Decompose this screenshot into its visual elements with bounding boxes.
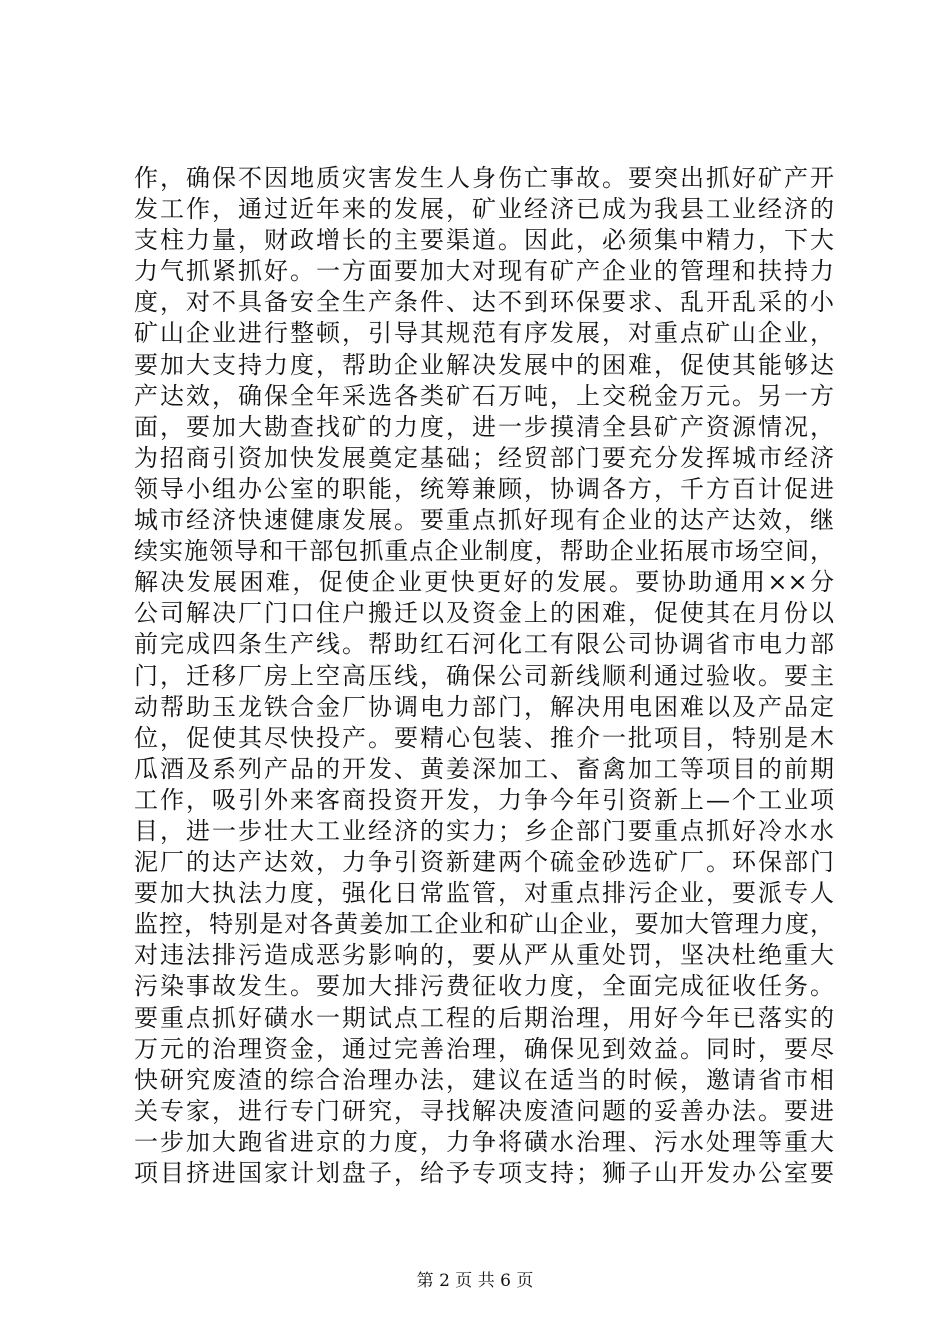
text-line: 力气抓紧抓好。一方面要加大对现有矿产企业的管理和扶持力	[134, 257, 834, 286]
text-line: 动帮助玉龙铁合金厂协调电力部门，解决用电困难以及产品定	[134, 692, 834, 721]
text-line: 项目挤进国家计划盘子，给予专项支持；狮子山开发办公室要	[134, 1159, 834, 1187]
text-line: 前完成四条生产线。帮助红石河化工有限公司协调省市电力部	[134, 630, 834, 659]
text-line: 矿山企业进行整顿，引导其规范有序发展，对重点矿山企业，	[134, 319, 834, 348]
text-line: 产达效，确保全年采选各类矿石万吨，上交税金万元。另一方	[134, 381, 834, 410]
text-line: 解决发展困难，促使企业更快更好的发展。要协助通用××分	[134, 568, 834, 597]
text-line: 续实施领导和干部包抓重点企业制度，帮助企业拓展市场空间，	[134, 537, 834, 566]
text-line: 万元的治理资金，通过完善治理，确保见到效益。同时，要尽	[134, 1034, 834, 1063]
text-line: 城市经济快速健康发展。要重点抓好现有企业的达产达效，继	[134, 506, 834, 535]
text-line: 支柱力量，财政增长的主要渠道。因此，必须集中精力，下大	[134, 226, 834, 255]
text-line: 对违法排污造成恶劣影响的，要从严从重处罚，坚决杜绝重大	[134, 941, 834, 970]
text-line: 快研究废渣的综合治理办法，建议在适当的时候，邀请省市相	[134, 1065, 834, 1094]
page-number-footer: 第 2 页 共 6 页	[416, 1271, 534, 1291]
text-line: 瓜酒及系列产品的开发、黄姜深加工、畜禽加工等项目的前期	[134, 754, 834, 783]
text-line: 位，促使其尽快投产。要精心包装、推介一批项目，特别是木	[134, 723, 834, 752]
text-line: 要加大支持力度，帮助企业解决发展中的困难，促使其能够达	[134, 350, 834, 379]
text-line: 污染事故发生。要加大排污费征收力度，全面完成征收任务。	[134, 972, 834, 1001]
text-line: 作，确保不因地质灾害发生人身伤亡事故。要突出抓好矿产开	[134, 164, 834, 192]
text-line: 关专家，进行专门研究，寻找解决废渣问题的妥善办法。要进	[134, 1096, 834, 1125]
text-line: 目，进一步壮大工业经济的实力；乡企部门要重点抓好冷水水	[134, 816, 834, 845]
text-line: 工作，吸引外来客商投资开发，力争今年引资新上—个工业项	[134, 785, 834, 814]
text-line: 度，对不具备安全生产条件、达不到环保要求、乱开乱采的小	[134, 288, 834, 317]
body-text	[134, 163, 834, 1189]
text-line: 发工作，通过近年来的发展，矿业经济已成为我县工业经济的	[134, 195, 834, 224]
text-line: 要重点抓好磺水一期试点工程的后期治理，用好今年已落实的	[134, 1003, 834, 1032]
text-line: 一步加大跑省进京的力度，力争将磺水治理、污水处理等重大	[134, 1127, 834, 1156]
text-line: 为招商引资加快发展奠定基础；经贸部门要充分发挥城市经济	[134, 443, 834, 472]
text-line: 监控，特别是对各黄姜加工企业和矿山企业，要加大管理力度，	[134, 910, 834, 939]
text-line: 泥厂的达产达效，力争引资新建两个硫金砂选矿厂。环保部门	[134, 848, 834, 877]
text-line: 门，迁移厂房上空高压线，确保公司新线顺利通过验收。要主	[134, 661, 834, 690]
text-line: 要加大执法力度，强化日常监管，对重点排污企业，要派专人	[134, 879, 834, 908]
text-line: 面，要加大勘查找矿的力度，进一步摸清全县矿产资源情况，	[134, 412, 834, 441]
text-line: 领导小组办公室的职能，统筹兼顾，协调各方，千方百计促进	[134, 474, 834, 503]
text-line: 公司解决厂门口住户搬迁以及资金上的困难，促使其在月份以	[134, 599, 834, 628]
